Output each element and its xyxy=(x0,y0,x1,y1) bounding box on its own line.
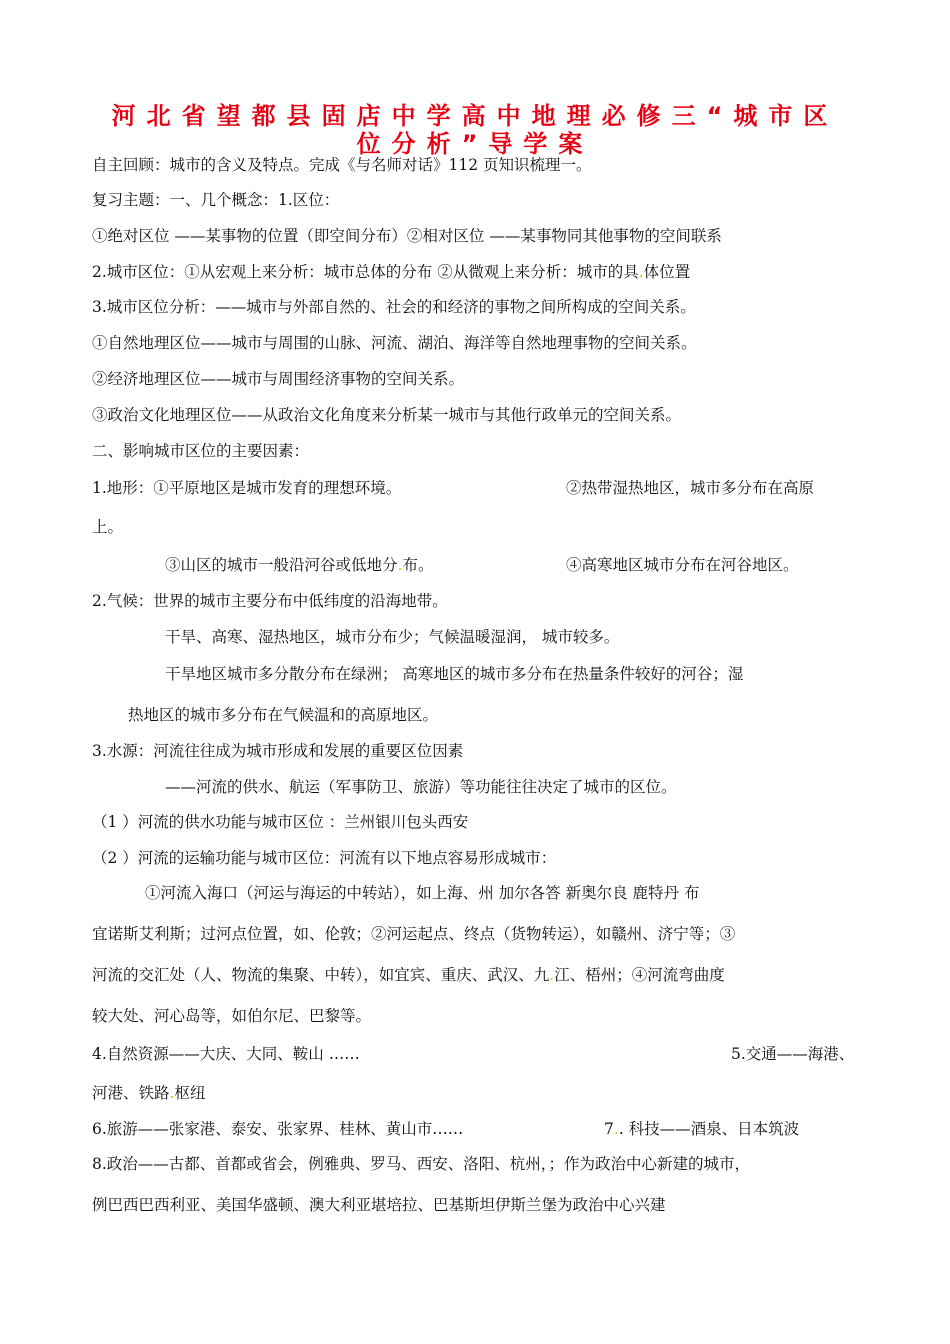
city-location-line xyxy=(92,260,690,282)
river-crossing-line: 宜诺斯艾利斯；过河点位置，如、伦敦；②河运起点、终点（货物转运），如赣州、济宁等；③ xyxy=(92,925,736,943)
transport-line-continued xyxy=(92,1081,205,1103)
city-location-text: 2.城市区位：①从宏观上来分析：城市总体的分布 ②从微观上来分析：城市的具 xyxy=(92,263,639,281)
politics-line-continued: 例巴西巴西利亚、美国华盛顿、澳大利亚堪培拉、巴基斯坦伊斯兰堡为政治中心兴建 xyxy=(92,1196,666,1214)
tourism-line: 6.旅游——张家港、泰安、张家界、桂林、黄山市…… xyxy=(92,1120,464,1138)
political-location-line: ③政治文化地理区位——从政治文化角度来分析某一城市与其他行政单元的空间关系。 xyxy=(92,406,682,424)
review-topic-line: 复习主题：一、几个概念：1.区位： xyxy=(92,191,340,209)
economic-location-line: ②经济地理区位——城市与周围经济事物的空间关系。 xyxy=(92,370,465,388)
document-title-line-1: 河北省望都县固店中学高中地理必修三“城市区 xyxy=(111,102,839,130)
terrain-line-right: ②热带湿热地区，城市多分布在高原 xyxy=(566,479,815,497)
terrain-cold-line: ④高寒地区城市分布在河谷地区。 xyxy=(566,556,799,574)
location-analysis-line: 3.城市区位分析：——城市与外部自然的、社会的和经济的事物之间所构成的空间关系。 xyxy=(92,298,696,316)
transport-text: 河港、铁路 xyxy=(92,1084,170,1102)
terrain-mountain-text-end: 布。 xyxy=(402,556,434,574)
climate-detail-line-2: 干旱地区城市多分散分布在绿洲； 高寒地区的城市多分布在热量条件较好的河谷；湿 xyxy=(165,665,744,683)
river-confluence-line xyxy=(92,963,725,985)
transport-text-end: 枢纽 xyxy=(174,1084,206,1102)
city-location-text-end: 体位置 xyxy=(643,263,691,281)
river-bend-line: 较大处、河心岛等，如伯尔尼、巴黎等。 xyxy=(92,1007,372,1025)
yellow-dot-mark: . xyxy=(613,1120,619,1138)
technology-number: 7 xyxy=(604,1120,614,1138)
river-transport-line: （2 ）河流的运输功能与城市区位：河流有以下地点容易形成城市： xyxy=(92,849,557,867)
terrain-line-left: 1.地形：①平原地区是城市发育的理想环境。 xyxy=(92,479,402,497)
document-title-line-2: 位分析”导学案 xyxy=(356,130,594,158)
terrain-mountain-text: ③山区的城市一般沿河谷或低地分 xyxy=(165,556,398,574)
yellow-dot-mark: . xyxy=(549,966,555,984)
technology-text: . 科技——酒泉、日本筑波 xyxy=(618,1120,800,1138)
water-source-line: 3.水源：河流往往成为城市形成和发展的重要区位因素 xyxy=(92,742,464,760)
river-supply-line: （1 ）河流的供水功能与城市区位 ：兰州银川包头西安 xyxy=(92,813,469,831)
self-review-line: 自主回顾：城市的含义及特点。完成《与名师对话》112 页知识梳理一。 xyxy=(92,156,592,174)
politics-line: 8.政治——古都、首都或省会，例雅典、罗马、西安、洛阳、杭州，；作为政治中心新建的城市， xyxy=(92,1155,751,1173)
climate-detail-line-1: 干旱、高寒、湿热地区，城市分布少；气候温暖湿润， 城市较多。 xyxy=(165,628,620,646)
river-confluence-text: 河流的交汇处（人、物流的集聚、中转），如宜宾、重庆、武汉、九 xyxy=(92,966,550,984)
yellow-dot-mark: . xyxy=(169,1084,175,1102)
technology-line xyxy=(604,1117,799,1139)
yellow-dot-mark: . xyxy=(638,263,644,281)
climate-detail-line-3: 热地区的城市多分布在气候温和的高原地区。 xyxy=(128,706,439,724)
section-two-heading: 二、影响城市区位的主要因素： xyxy=(92,442,310,460)
terrain-line-continued: 上。 xyxy=(92,518,124,536)
natural-resources-line: 4.自然资源——大庆、大同、鞍山 …… xyxy=(92,1045,360,1063)
river-function-line: ——河流的供水、航运（军事防卫、旅游）等功能往往决定了城市的区位。 xyxy=(165,778,677,796)
terrain-mountain-line xyxy=(165,553,433,575)
climate-line: 2.气候：世界的城市主要分布中低纬度的沿海地带。 xyxy=(92,592,448,610)
transport-line: 5.交通——海港、 xyxy=(731,1045,855,1063)
river-mouth-line: ①河流入海口（河运与海运的中转站），如上海、州 加尔各答 新奥尔良 鹿特丹 布 xyxy=(145,884,700,902)
river-confluence-text-end: 江、梧州；④河流弯曲度 xyxy=(554,966,725,984)
yellow-dot-mark: . xyxy=(397,556,403,574)
natural-location-line: ①自然地理区位——城市与周围的山脉、河流、湖泊、海洋等自然地理事物的空间关系。 xyxy=(92,334,697,352)
absolute-relative-location-line: ①绝对区位 ——某事物的位置（即空间分布）②相对区位 ——某事物同其他事物的空间联系 xyxy=(92,227,722,245)
